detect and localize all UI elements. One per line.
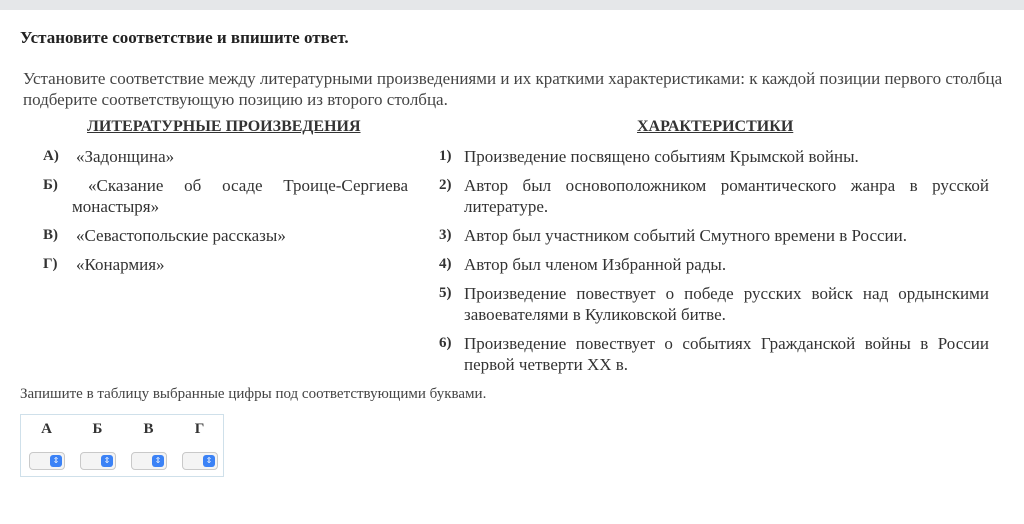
right-item-mark: 4) [439,256,452,272]
left-column-header: ЛИТЕРАТУРНЫЕ ПРОИЗВЕДЕНИЯ [87,118,361,135]
left-item-mark: Б) [43,177,58,193]
top-bar [0,0,1024,10]
left-item-mark: А) [43,148,59,164]
left-item-text: «Сказание об осаде Троице-Сергиева монастыря» [72,176,408,216]
select-chevrons-icon: ⇕ [101,455,113,467]
answer-column-v [123,415,174,476]
answer-column-a [21,415,72,476]
right-item-text: Автор был членом Избранной рады. [464,255,727,274]
left-item-a [43,146,413,167]
answer-select-v[interactable] [131,452,167,470]
left-item-mark: Г) [43,256,58,272]
right-item-mark: 5) [439,285,452,301]
right-item-text: Автор был основоположником романтического жанра в русской литературе. [464,176,989,216]
answer-table [20,414,224,477]
select-chevrons-icon: ⇕ [203,455,215,467]
left-item-v [43,225,413,246]
left-item-b [43,175,413,217]
answer-column-g [174,415,225,476]
answer-letter: Г [194,421,205,437]
answer-instructions: Запишите в таблицу выбранные цифры под соответствующими буквами. [20,386,487,402]
right-item-6 [439,333,989,375]
answer-column-b [72,415,123,476]
left-item-text: «Конармия» [76,255,165,274]
select-chevrons-icon: ⇕ [152,455,164,467]
right-item-text: Произведение повествует о победе русских войск над ордынскими завоевателями в Куликовской битве. [464,284,989,324]
task-heading: Установите соответствие и впишите ответ. [20,28,349,47]
answer-letter: В [143,421,154,437]
right-item-4 [439,254,989,275]
right-item-3 [439,225,989,246]
left-item-mark: В) [43,227,58,243]
right-item-text: Произведение посвящено событиям Крымской войны. [464,147,859,166]
right-item-mark: 1) [439,148,452,164]
left-item-text: «Задонщина» [76,147,175,166]
right-item-5 [439,283,989,325]
left-item-text: «Севастопольские рассказы» [76,226,286,245]
answer-letter: А [41,421,52,437]
right-item-mark: 2) [439,177,452,193]
answer-letter: Б [92,421,103,437]
right-item-1 [439,146,989,167]
right-item-2 [439,175,989,217]
select-chevrons-icon: ⇕ [50,455,62,467]
task-instructions: Установите соответствие между литературными произведениями и их краткими характеристиками: к каждой позиции первого столбца подберите соответствующую позицию из второго столбца. [23,69,1003,109]
answer-select-a[interactable] [29,452,65,470]
left-item-g [43,254,413,275]
answer-select-b[interactable] [80,452,116,470]
right-item-mark: 3) [439,227,452,243]
right-column-header: ХАРАКТЕРИСТИКИ [637,118,794,135]
right-item-text: Автор был участником событий Смутного времени в России. [464,226,907,245]
right-item-mark: 6) [439,335,452,351]
answer-select-g[interactable] [182,452,218,470]
right-item-text: Произведение повествует о событиях Гражданской войны в России первой четверти XX в. [464,334,989,374]
